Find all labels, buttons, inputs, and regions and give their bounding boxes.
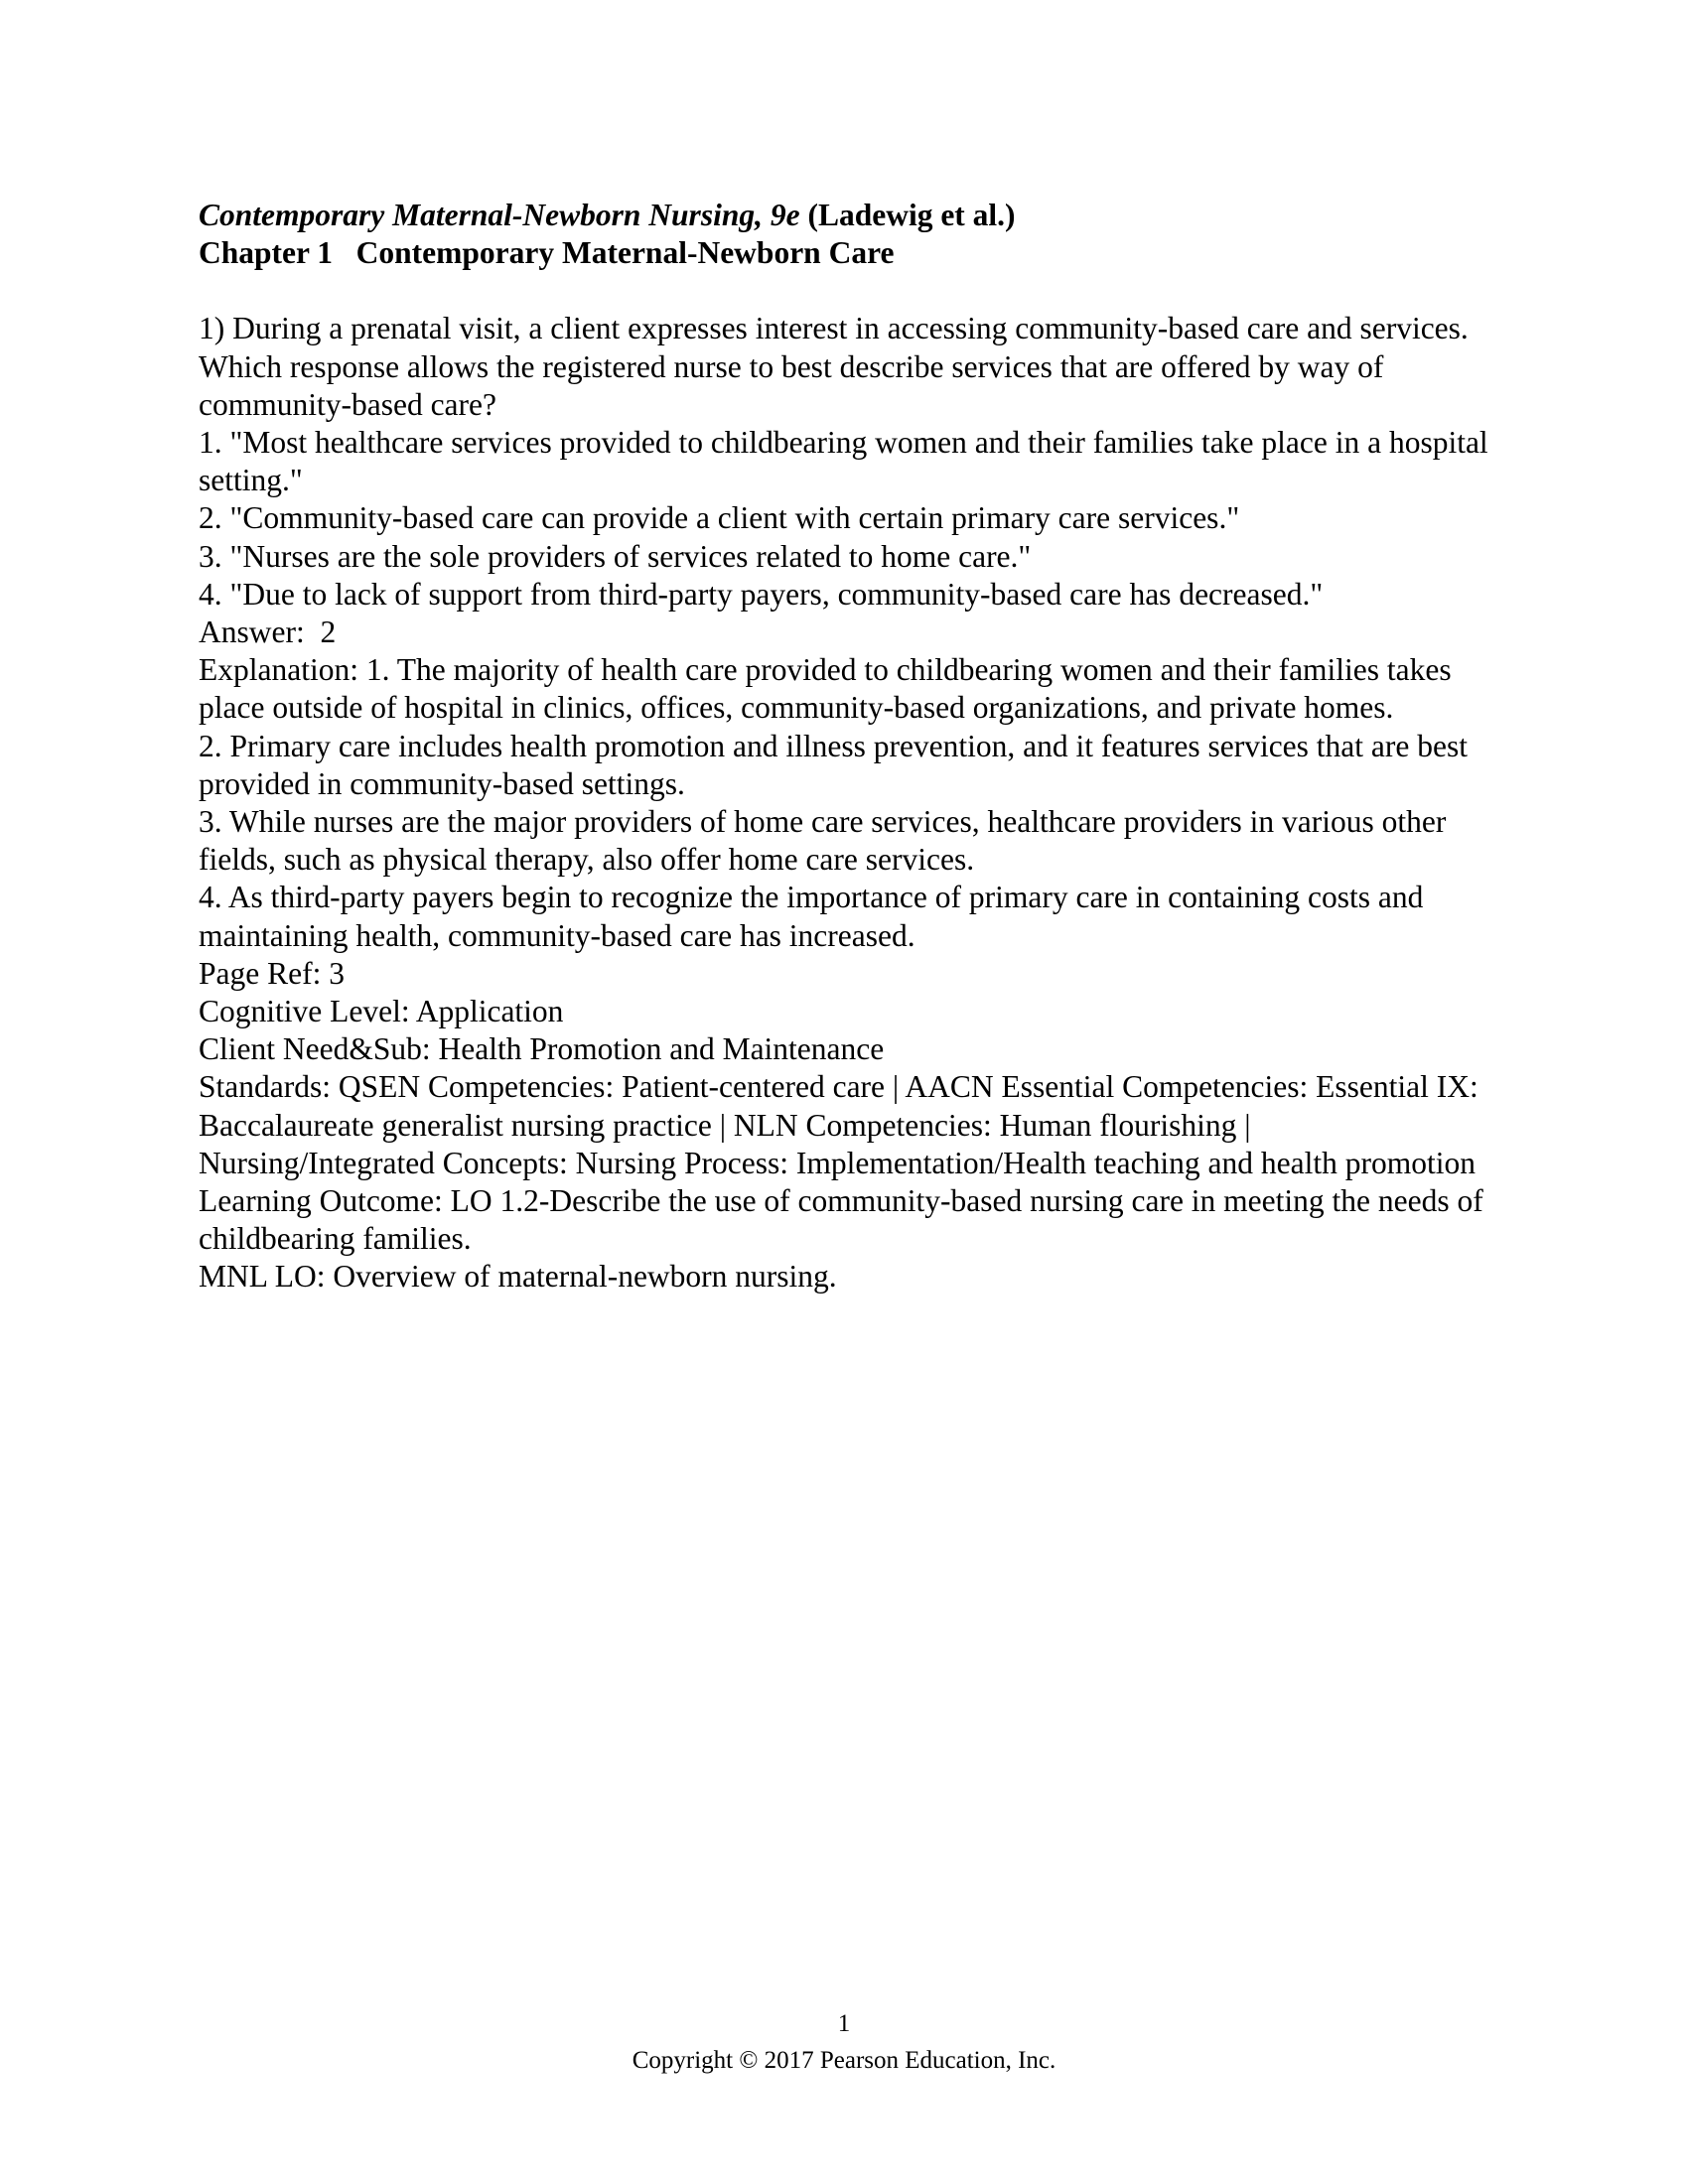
copyright-notice: Copyright © 2017 Pearson Education, Inc. xyxy=(632,2047,1056,2074)
option-4: 4. "Due to lack of support from third-party payers, community-based care has decreased." xyxy=(199,576,1324,612)
option-3: 3. "Nurses are the sole providers of services related to home care." xyxy=(199,538,1032,574)
option-1: 1. "Most healthcare services provided to childbearing women and their families take place in a hospital setting." xyxy=(199,425,1488,498)
page-ref: Page Ref: 3 xyxy=(199,955,345,991)
explanation-2: 2. Primary care includes health promotion and illness prevention, and it features services that are best provided in community-based settings. xyxy=(199,728,1468,801)
explanation-1: Explanation: 1. The majority of health care provided to childbearing women and their families takes place outside of hospital in clinics, offices, community-based organizations, and private homes. xyxy=(199,652,1452,726)
question-stem: 1) During a prenatal visit, a client expresses interest in accessing community-based care and services. Which response allows the registered nurse to best describe services that are offered by way of community-based care? xyxy=(199,311,1469,422)
option-2: 2. "Community-based care can provide a client with certain primary care services." xyxy=(199,500,1240,536)
book-header xyxy=(199,197,1489,234)
learning-outcome: Learning Outcome: LO 1.2-Describe the use of community-based nursing care in meeting the needs of childbearing families. xyxy=(199,1183,1483,1257)
mnl-lo: MNL LO: Overview of maternal-newborn nursing. xyxy=(199,1259,837,1295)
answer: Answer: 2 xyxy=(199,614,337,650)
explanation-3: 3. While nurses are the major providers of home care services, healthcare providers in various other fields, such as physical therapy, also offer home care services. xyxy=(199,804,1447,878)
page-content xyxy=(199,197,1489,1297)
book-title: Contemporary Maternal-Newborn Nursing, 9e xyxy=(199,198,800,232)
page-number: 1 xyxy=(837,2010,851,2037)
client-need: Client Need&Sub: Health Promotion and Maintenance xyxy=(199,1031,885,1067)
cognitive-level: Cognitive Level: Application xyxy=(199,994,564,1029)
book-authors: (Ladewig et al.) xyxy=(799,198,1016,232)
spacer xyxy=(199,272,1489,310)
explanation-4: 4. As third-party payers begin to recognize the importance of primary care in containing costs and maintaining health, community-based care has increased. xyxy=(199,880,1424,953)
standards: Standards: QSEN Competencies: Patient-centered care | AACN Essential Competencies: Essential IX: Baccalaureate generalist nursing practice | NLN Competencies: Human flourishing | Nursing/Integrated Concepts: Nursing Process: Implementation/Health teaching and health promotion xyxy=(199,1069,1478,1180)
chapter-title: Chapter 1 Contemporary Maternal-Newborn Care xyxy=(199,235,895,271)
